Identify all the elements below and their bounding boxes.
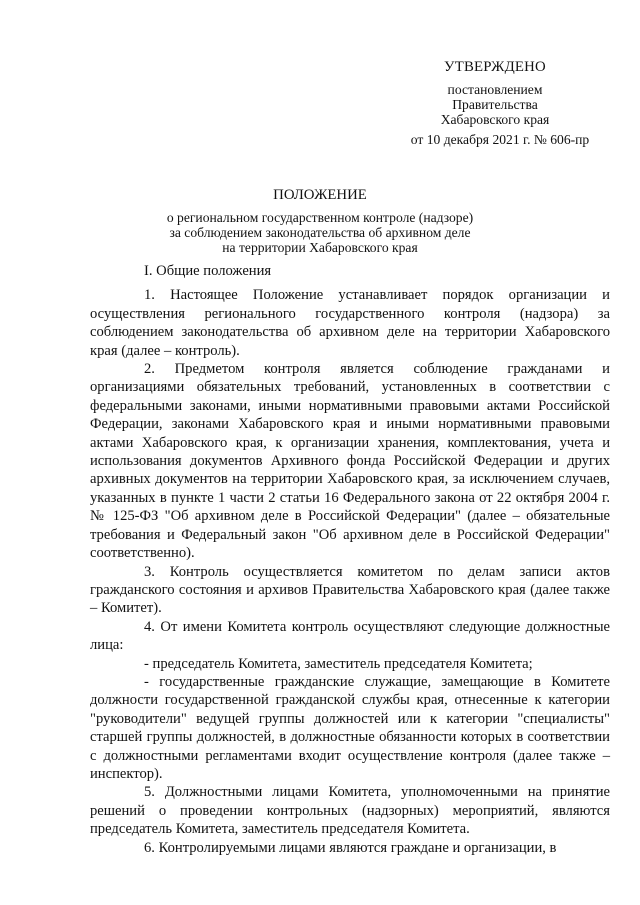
document-title-block bbox=[110, 188, 530, 255]
paragraph: 1. Настоящее Положение устанавливает порядок организации и осуществления регионального государственного контроля (надзора) за соблюдением законодательства об архивном деле на территории Хабаровского края (далее – контроль). bbox=[90, 287, 610, 359]
approval-line: Правительства bbox=[452, 97, 538, 112]
document-subtitle: на территории Хабаровского края bbox=[222, 240, 418, 255]
approval-line: постановлением bbox=[447, 82, 543, 97]
paragraph: 6. Контролируемыми лицами являются граждане и организации, в bbox=[144, 839, 557, 856]
section-heading: I. Общие положения bbox=[144, 263, 272, 279]
paragraph: 2. Предметом контроля является соблюдение гражданами и организациями обязательных требований, установленных в соответствии с федеральными законами, иными нормативными правовыми актами Российской Федерации, законами Хабаровского края и иными нормативными правовыми актами Хабаровского края, к организации хранения, комплектования, учета и использования документов Архивного фонда Российской Федерации и других архивных документов на территории Хабаровского края, за исключением случаев, указанных в пункте 1 части 2 статьи 16 Федерального закона от 22 октября 2004 г. № 125-ФЗ "Об архивном деле в Российской Федерации" (далее – обязательные требования и Федеральный закон "Об архивном деле в Российской Федерации" соответственно). bbox=[90, 361, 610, 562]
approval-heading: УТВЕРЖДЕНО bbox=[444, 59, 546, 75]
approval-date: от 10 декабря 2021 г. № 606-пр bbox=[410, 132, 590, 147]
paragraph: 5. Должностными лицами Комитета, уполномоченными на принятие решений о проведении контрольных (надзорных) мероприятий, являются председатель Комитета, заместитель председателя Комитета. bbox=[90, 784, 610, 838]
paragraph: 4. От имени Комитета контроль осуществляют следующие должностные лица: bbox=[90, 618, 610, 654]
document-subtitle: за соблюдением законодательства об архивном деле bbox=[169, 225, 471, 240]
approval-line: Хабаровского края bbox=[440, 112, 550, 127]
approval-stamp bbox=[380, 60, 610, 147]
document-title: ПОЛОЖЕНИЕ bbox=[273, 187, 367, 203]
list-item: - государственные гражданские служащие, замещающие в Комитете должности государственной гражданской службы края, отнесенные к категории "руководители" ведущей группы должностей или к категории "специалисты" старшей группы должностей, в должностные обязанности которых в соответствии с должностными регламентами входит осуществление контроля (далее также – инспектор). bbox=[90, 673, 610, 782]
paragraph: 3. Контроль осуществляется комитетом по делам записи актов гражданского состояния и архивов Правительства Хабаровского края (далее также – Комитет). bbox=[90, 563, 610, 617]
document-subtitle: о региональном государственном контроле (надзоре) bbox=[166, 210, 474, 225]
document-body bbox=[90, 262, 610, 857]
list-item: - председатель Комитета, заместитель председателя Комитета; bbox=[144, 655, 533, 672]
